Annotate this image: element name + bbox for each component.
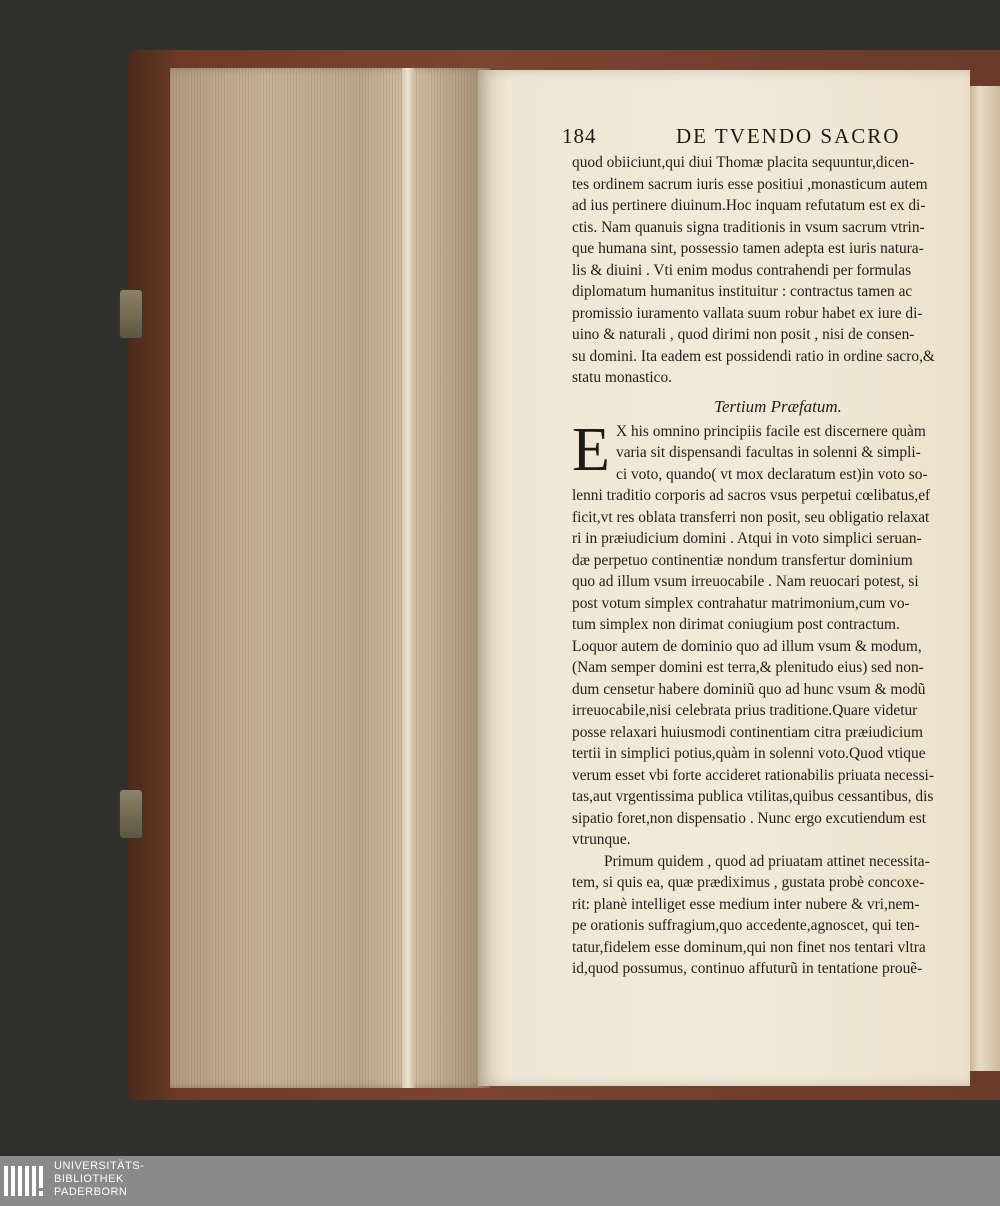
page-header	[562, 124, 962, 150]
text-line: id,quod possumus, continuo affuturũ in tentatione prouẽ-	[572, 960, 923, 977]
text-line: tas,aut vrgentissima publica vtilitas,quibus cessantibus, dis	[572, 788, 934, 805]
text-line: lenni traditio corporis ad sacros vsus perpetui cœlibatus,ef	[572, 487, 931, 504]
section-heading: Tertium Præfatum.	[714, 396, 842, 416]
text-line: ri in præiudicium domini . Atqui in voto simplici seruan-	[572, 530, 922, 547]
text-line: tem, si quis ea, quæ prædiximus , gustata probè concoxe-	[572, 874, 925, 891]
library-logo-icon	[2, 1160, 46, 1202]
clasp-bottom	[120, 790, 142, 838]
paragraph-1	[572, 152, 964, 389]
clasp-top	[120, 290, 142, 338]
text-line: lis & diuini . Vti enim modus contrahendi per formulas	[572, 261, 912, 279]
text-line: post votum simplex contrahatur matrimonium,cum vo-	[572, 594, 910, 612]
paragraph-2	[572, 415, 964, 851]
text-line: ci voto, quando( vt mox declaratum est)in voto so-	[616, 465, 928, 483]
text-line: promissio iuramento vallata suum robur habet ex iure di-	[572, 304, 923, 322]
text-line: Primum quidem , quod ad priuatam attinet necessita-	[604, 852, 930, 870]
text-line: uino & naturali , quod dirimi non posit , nisi de consen-	[572, 326, 915, 343]
text-line: (Nam semper domini est terra,& plenitudo eius) sed non-	[572, 659, 924, 676]
page-block-left	[170, 68, 490, 1088]
text-line: tertii in simplici potius,quàm in solenni voto.Quod vtique	[572, 745, 926, 762]
text-line: ficit,vt res oblata transferri non posit, seu obligatio relaxat	[572, 508, 930, 526]
text-line: Loquor autem de dominio quo ad illum vsum & modum,	[572, 637, 922, 655]
text-line: ad ius pertinere diuinum.Hoc inquam refutatum est ex di-	[572, 197, 926, 214]
drop-cap: E	[572, 415, 610, 484]
text-line: tatur,fidelem esse dominum,qui non finet nos tentari vltra	[572, 938, 926, 956]
text-line: vtrunque.	[572, 831, 631, 848]
text-line: dæ perpetuo continentiæ nondum transfertur dominium	[572, 551, 913, 569]
text-line: verum esset vbi forte accideret rationabilis priuata necessi-	[572, 766, 934, 784]
text-line: ctis. Nam quanuis signa traditionis in vsum sacrum vtrin-	[572, 218, 925, 236]
library-name-line3: PADERBORN	[54, 1186, 128, 1198]
text-line: quod obiiciunt,qui diui Thomæ placita sequuntur,dicen-	[572, 154, 915, 171]
running-head: DE TVENDO SACRO	[676, 124, 901, 148]
library-name-line2: BIBLIOTHEK	[54, 1173, 124, 1185]
page-number: 184	[562, 124, 597, 148]
text-line: dum censetur habere dominiũ quo ad hunc vsum & modũ	[572, 680, 926, 698]
text-line: su domini. Ita eadem est possidendi ratio in ordine sacro,&	[572, 347, 935, 365]
next-page-edge	[966, 86, 1000, 1071]
library-name	[54, 1160, 144, 1199]
paragraph-3	[572, 851, 964, 980]
text-line: varia sit dispensandi facultas in solenni & simpli-	[616, 444, 921, 461]
text-line: statu monastico.	[572, 369, 673, 386]
text-line: sipatio foret,non dispensatio . Nunc ergo excutiendum est	[572, 809, 927, 827]
text-line: X his omnino principiis facile est discernere quàm	[616, 422, 926, 440]
text-line: pe orationis suffragium,quo accedente,agnoscet, qui ten-	[572, 917, 920, 934]
page-block-edge	[402, 68, 414, 1088]
text-line: diplomatum humanitus instituitur : contractus tamen ac	[572, 283, 913, 300]
text-line: quo ad illum vsum irreuocabile . Nam reuocari potest, si	[572, 573, 919, 590]
text-line: tes ordinem sacrum iuris esse positiui ,monasticum autem	[572, 175, 928, 193]
text-line: rit: planè intelliget esse medium inter nubere & vri,nem-	[572, 895, 920, 913]
text-block	[572, 152, 964, 980]
footer-bar	[0, 1156, 1000, 1206]
library-name-line1: UNIVERSITÄTS-	[54, 1160, 145, 1172]
text-line: tum simplex non dirimat coniugium post contractum.	[572, 616, 900, 633]
text-line: posse relaxari huiusmodi continentiam citra præiudicium	[572, 723, 923, 741]
text-line: que humana sint, possessio tamen adepta est iuris natura-	[572, 240, 924, 257]
text-line: irreuocabile,nisi celebrata prius traditione.Quare videtur	[572, 702, 918, 719]
